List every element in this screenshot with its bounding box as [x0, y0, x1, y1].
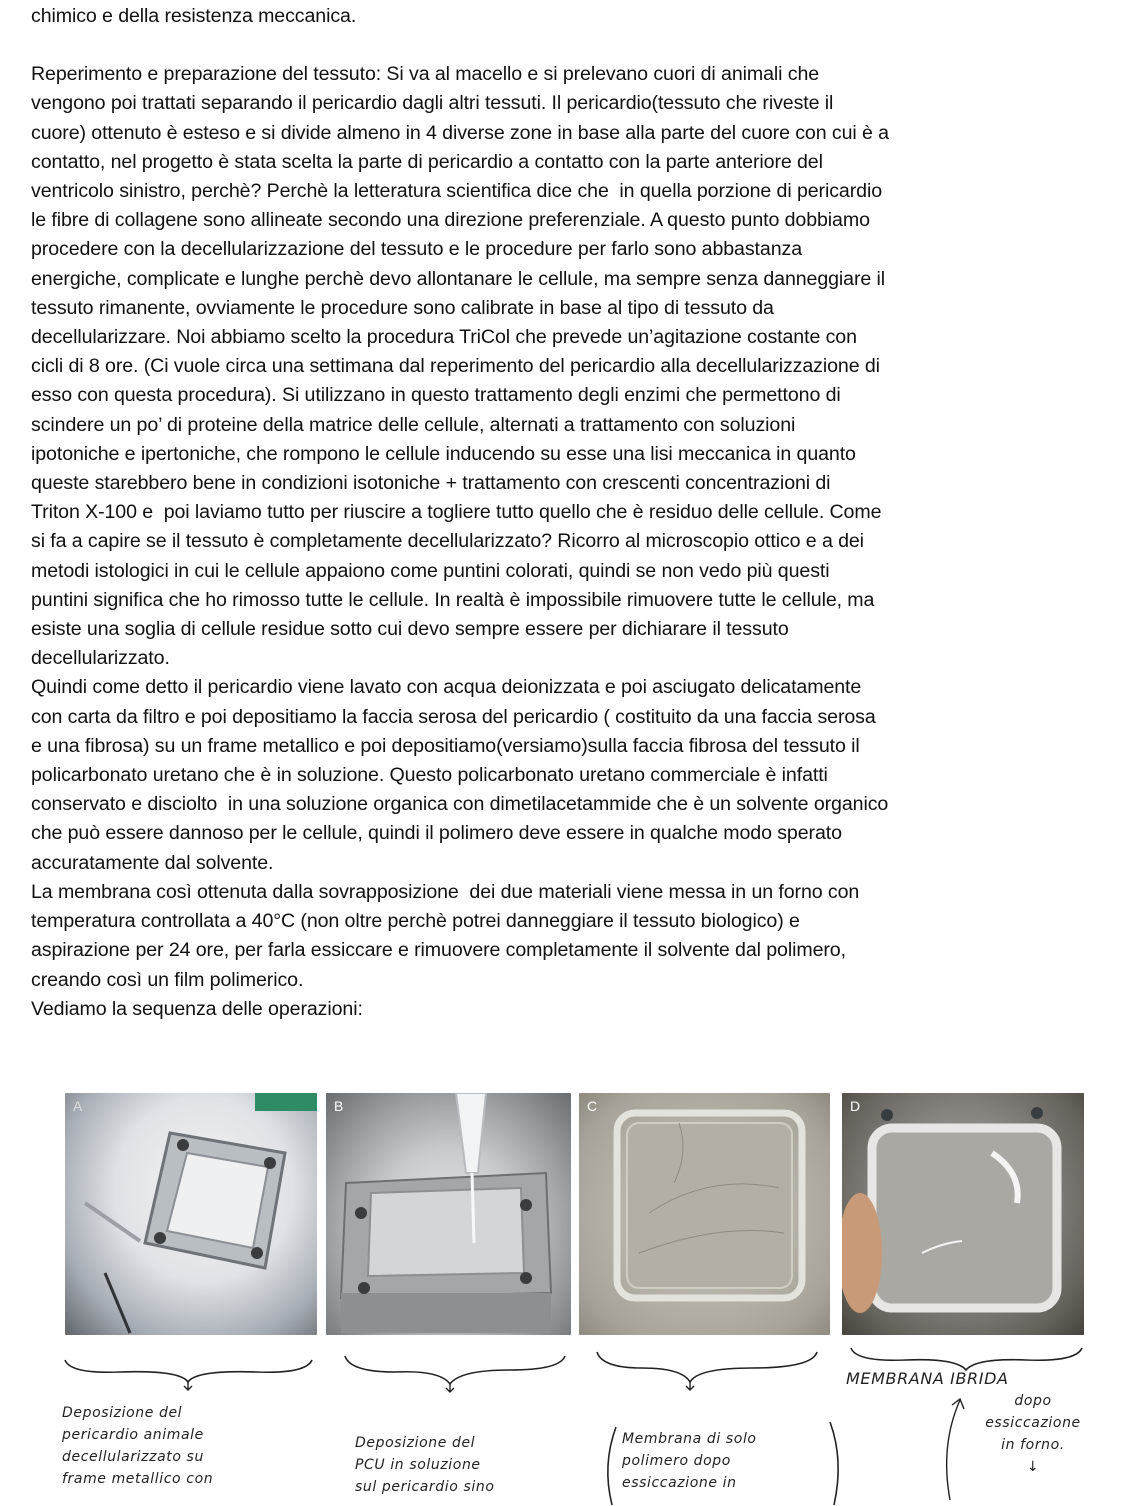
- text-line: scindere un po’ di proteine della matrice delle cellule, alternati a trattamento con soluzioni: [31, 413, 796, 436]
- paragraph-membrane-drying: [31, 878, 1126, 1024]
- text-line: accuratamente dal solvente.: [31, 851, 274, 874]
- text-line: conservato e disciolto in una soluzione organica con dimetilacetammide che è un solvente organico: [31, 793, 889, 816]
- photo-d-hybrid-membrane: [842, 1093, 1084, 1335]
- text-line: esiste una soglia di cellule residue sotto cui devo sempre essere per dichiarare il tessuto: [31, 618, 789, 641]
- photo-a-frame-deposition: [65, 1093, 317, 1335]
- paragraph-tissue-preparation: [31, 60, 1126, 673]
- text-line: e una fibrosa) su un frame metallico e poi depositiamo(versiamo)sulla faccia fibrosa del tessuto il: [31, 734, 860, 757]
- text-line: puntini significa che ho rimosso tutte le cellule. In realtà è impossibile rimuovere tutte le cellule, ma: [31, 588, 875, 611]
- text-line: Reperimento e preparazione del tessuto: Si va al macello e si prelevano cuori di animali che: [31, 63, 820, 86]
- paragraph-intro-tail: [31, 2, 1126, 31]
- text-line: decellularizzare. Noi abbiamo scelto la procedura TriCol che prevede un’agitazione costante con: [31, 326, 857, 349]
- text-line: energiche, complicate e lunghe perchè devo allontanare le cellule, ma sempre senza danneggiare il: [31, 267, 886, 290]
- text-line: temperatura controllata a 40°C (non oltre perchè potrei danneggiare il tessuto biologico) e: [31, 910, 800, 933]
- text-line: cuore) ottenuto è esteso e si divide almeno in 4 diverse zone in base alla parte del cuore con cui è a: [31, 121, 889, 144]
- text-line: contatto, nel progetto è stata scelta la parte di pericardio a contatto con la parte anteriore del: [31, 150, 823, 173]
- photo-c-polymer-membrane: [579, 1093, 830, 1335]
- polymer-membrane-illustration: [579, 1093, 830, 1335]
- curly-brace-b: [340, 1350, 570, 1394]
- text-line: Triton X-100 e poi laviamo tutto per riuscire a togliere tutto quello che è residuo delle cellule. Come: [31, 501, 882, 524]
- text-line: che può essere dannoso per le cellule, quindi il polimero deve essere in qualche modo sperato: [31, 822, 842, 845]
- text-line: le fibre di collagene sono allineate secondo una direzione preferenziale. A questo punto dobbiamo: [31, 209, 870, 232]
- arrow-d: [930, 1395, 970, 1505]
- text-line: Vediamo la sequenza delle operazioni:: [31, 997, 363, 1020]
- text-line: decellularizzato.: [31, 647, 170, 670]
- paragraph-deposition: [31, 673, 1126, 877]
- text-line: tessuto rimanente, ovviamente le procedure sono calibrate in base al tipo di tessuto da: [31, 296, 774, 319]
- text-line: queste starebbero bene in condizioni isotoniche + trattamento con crescenti concentrazioni di: [31, 472, 831, 495]
- curly-brace-c: [592, 1348, 822, 1392]
- caption-a-handwritten: Deposizione del pericardio animale decellularizzato su frame metallico con: [62, 1405, 214, 1487]
- hybrid-membrane-illustration: [842, 1093, 1084, 1335]
- text-line: vengono poi trattati separando il pericardio dagli altri tessuti. Il pericardio(tessuto che riveste il: [31, 92, 834, 115]
- text-line: Quindi come detto il pericardio viene lavato con acqua deionizzata e poi asciugato delicatamente: [31, 676, 862, 699]
- text-line: La membrana così ottenuta dalla sovrapposizione dei due materiali viene messa in un forno con: [31, 880, 860, 903]
- metal-frame-illustration: [65, 1093, 317, 1335]
- photo-b-pcu-deposition: [326, 1093, 571, 1335]
- caption-c-handwritten: Membrana di solo polimero dopo essiccazione in: [622, 1431, 757, 1491]
- figure-letter-d: D: [850, 1098, 861, 1114]
- caption-d-handwritten: dopo essiccazione in forno. ↓: [985, 1393, 1081, 1475]
- text-line: si fa a capire se il tessuto è completamente decellularizzato? Ricorro al microscopio ottico e a dei: [31, 530, 864, 553]
- figure-letter-c: C: [587, 1098, 598, 1114]
- paren-left-c: [600, 1425, 620, 1506]
- figure-letter-b: B: [334, 1098, 344, 1114]
- body-text: [31, 2, 1126, 1024]
- text-line: aspirazione per 24 ore, per farla essiccare e rimuovere completamente il solvente dal polimero,: [31, 939, 846, 962]
- text-line: chimico e della resistenza meccanica.: [31, 5, 357, 27]
- curly-brace-a: [60, 1352, 320, 1392]
- text-line: esso con questa procedura). Si utilizzano in questo trattamento degli enzimi che permettono di: [31, 384, 841, 407]
- pcu-pour-illustration: [326, 1093, 571, 1335]
- figure-letter-a: A: [73, 1098, 83, 1114]
- caption-d-title-handwritten: MEMBRANA IBRIDA: [846, 1369, 1009, 1388]
- text-line: policarbonato uretano che è in soluzione. Questo policarbonato uretano commerciale è infatti: [31, 764, 828, 787]
- text-line: con carta da filtro e poi depositiamo la faccia serosa del pericardio ( costituito da una faccia serosa: [31, 705, 876, 728]
- caption-b-handwritten: Deposizione del PCU in soluzione sul pericardio sino: [355, 1435, 495, 1495]
- text-line: metodi istologici in cui le cellule appaiono come puntini colorati, quindi se non vedo più questi: [31, 559, 830, 582]
- paragraph-gap: [31, 31, 1126, 60]
- text-line: procedere con la decellularizzazione del tessuto e le procedure per farlo sono abbastanza: [31, 238, 802, 261]
- text-line: ventricolo sinistro, perchè? Perchè la letteratura scientifica dice che in quella porzione di pericardio: [31, 180, 882, 203]
- text-line: cicli di 8 ore. (Ci vuole circa una settimana dal reperimento del pericardio alla decellularizzazione di: [31, 355, 880, 378]
- text-line: ipotoniche e ipertoniche, che rompono le cellule inducendo su esse una lisi meccanica in quanto: [31, 442, 856, 465]
- text-line: creando così un film polimerico.: [31, 968, 304, 991]
